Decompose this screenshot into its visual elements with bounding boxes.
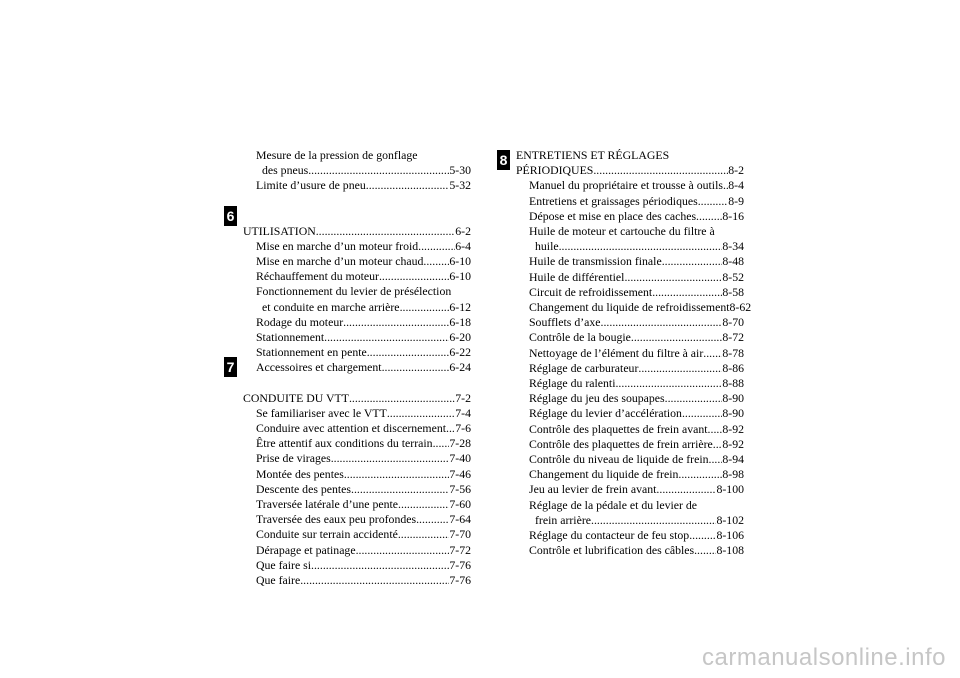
toc-entry[interactable] bbox=[516, 285, 744, 300]
toc-entry[interactable] bbox=[243, 345, 471, 360]
toc-entry[interactable] bbox=[516, 178, 744, 193]
toc-page-number: 7-28 bbox=[449, 436, 471, 451]
toc-entry[interactable] bbox=[516, 543, 744, 558]
toc-page-number: 8-94 bbox=[722, 452, 744, 467]
toc-page-number: 8-92 bbox=[722, 421, 744, 436]
toc-entry[interactable] bbox=[243, 163, 471, 178]
toc-entry[interactable] bbox=[243, 512, 471, 527]
toc-page-number: 8-86 bbox=[722, 360, 744, 375]
toc-entry-label: Descente des pentes bbox=[256, 481, 351, 496]
toc-entry-label: Changement du liquide de frein bbox=[529, 467, 679, 482]
toc-entry[interactable] bbox=[243, 330, 471, 345]
toc-page-number: 8-70 bbox=[722, 315, 744, 330]
toc-entry[interactable] bbox=[243, 573, 471, 588]
toc-page-number: 8-16 bbox=[722, 208, 744, 223]
toc-page-number: 8-78 bbox=[722, 345, 744, 360]
toc-page-number: 8-62 bbox=[729, 300, 752, 315]
toc-entry-label: Réglage du jeu des soupapes bbox=[529, 391, 665, 406]
toc-entry-label: Réglage de la pédale et du levier de bbox=[529, 497, 698, 512]
toc-entry[interactable] bbox=[516, 270, 744, 285]
toc-page-number: 6-10 bbox=[449, 269, 471, 284]
toc-page-number: 7-70 bbox=[449, 527, 471, 542]
toc-entry[interactable] bbox=[516, 513, 744, 528]
toc-entry[interactable] bbox=[516, 315, 744, 330]
toc-entry-label: Dépose et mise en place des caches bbox=[529, 208, 697, 223]
toc-entry[interactable] bbox=[516, 391, 744, 406]
toc-right-column bbox=[516, 148, 752, 558]
toc-entry-label: Conduite sur terrain accidenté bbox=[256, 527, 398, 542]
toc-page-number: 7-40 bbox=[449, 451, 471, 466]
toc-page-number: 8-100 bbox=[716, 482, 744, 497]
toc-page-number: 8-58 bbox=[722, 284, 744, 299]
toc-entry[interactable] bbox=[243, 451, 471, 466]
toc-entry-label: Accessoires et chargement bbox=[256, 360, 382, 375]
toc-entry[interactable] bbox=[516, 194, 744, 209]
toc-entry[interactable] bbox=[243, 315, 471, 330]
toc-entry-label: Contrôle des plaquettes de frein arrière bbox=[529, 436, 713, 451]
toc-entry-label: Rodage du moteur bbox=[256, 314, 344, 329]
toc-entry-label: Stationnement bbox=[256, 330, 325, 345]
toc-page-number: 8-108 bbox=[716, 543, 744, 558]
toc-entry[interactable] bbox=[243, 527, 471, 542]
toc-page-number: 7-56 bbox=[449, 481, 471, 496]
toc-page-number: 5-30 bbox=[449, 163, 471, 178]
toc-entry-label: Manuel du propriétaire et trousse à outils bbox=[529, 178, 723, 193]
toc-entry[interactable] bbox=[516, 239, 744, 254]
toc-entry-label: Montée des pentes bbox=[256, 466, 344, 481]
toc-entry-label: Réglage du levier d’accélération bbox=[529, 406, 682, 421]
toc-entry-label: Limite d’usure de pneu bbox=[256, 178, 366, 193]
toc-entry-label: Que faire si bbox=[256, 557, 312, 572]
toc-entry[interactable] bbox=[243, 178, 471, 193]
toc-entry[interactable] bbox=[516, 209, 744, 224]
toc-page-number: 7-46 bbox=[449, 466, 471, 481]
toc-page-number: 7-64 bbox=[449, 512, 471, 527]
toc-entry-label: Nettoyage de l’élément du filtre à air bbox=[529, 345, 704, 360]
toc-entry[interactable] bbox=[516, 376, 744, 391]
toc-chapter-entretiens[interactable] bbox=[516, 163, 744, 178]
toc-entry-label: huile bbox=[535, 239, 559, 254]
toc-entry-label: Changement du liquide de refroidissement bbox=[529, 300, 730, 315]
chapter-7-tab: 7 bbox=[224, 357, 237, 377]
toc-entry-label: Mise en marche d’un moteur chaud bbox=[256, 254, 424, 269]
toc-page-number: 6-10 bbox=[449, 254, 471, 269]
toc-page-number: 8-72 bbox=[722, 330, 744, 345]
toc-page-number: 8-90 bbox=[722, 391, 744, 406]
toc-page-number: 7-76 bbox=[449, 557, 471, 572]
watermark-text: carmanualsonline.info bbox=[702, 644, 946, 671]
toc-entry-label: Se familiariser avec le VTT bbox=[256, 405, 387, 420]
toc-page-number: 6-12 bbox=[449, 299, 471, 314]
toc-entry[interactable] bbox=[516, 254, 744, 269]
toc-entry-label: Circuit de refroidissement bbox=[529, 284, 653, 299]
chapter-6-tab: 6 bbox=[224, 206, 237, 226]
toc-entry-label: Entretiens et graissages périodiques bbox=[529, 193, 698, 208]
toc-entry-label: Contrôle des plaquettes de frein avant bbox=[529, 421, 708, 436]
toc-entry-label: Réglage de carburateur bbox=[529, 360, 639, 375]
toc-entry[interactable] bbox=[243, 558, 471, 573]
toc-entry-label: Huile de transmission finale bbox=[529, 254, 662, 269]
toc-entry[interactable] bbox=[243, 436, 471, 451]
toc-entry[interactable] bbox=[243, 421, 471, 436]
toc-page-number: 8-48 bbox=[722, 254, 744, 269]
toc-page-number: 7-6 bbox=[455, 421, 471, 436]
toc-entry-label: Réchauffement du moteur bbox=[256, 269, 379, 284]
toc-entry-label: Stationnement en pente bbox=[256, 345, 367, 360]
toc-page-number: 7-2 bbox=[455, 390, 471, 405]
toc-entry-label: des pneus bbox=[262, 163, 309, 178]
toc-page-number: 7-72 bbox=[449, 542, 471, 557]
toc-entry[interactable] bbox=[516, 467, 744, 482]
toc-page-number: 8-92 bbox=[722, 436, 744, 451]
toc-page-number: 6-2 bbox=[455, 223, 471, 238]
toc-entry[interactable] bbox=[516, 422, 744, 437]
toc-entry[interactable] bbox=[243, 239, 471, 254]
toc-entry[interactable] bbox=[243, 269, 471, 284]
toc-entry-label: Dérapage et patinage bbox=[256, 542, 356, 557]
toc-page-number: 7-60 bbox=[449, 497, 471, 512]
toc-entry[interactable] bbox=[516, 406, 744, 421]
toc-entry[interactable] bbox=[516, 300, 752, 315]
toc-entry-label: Traversée des eaux peu profondes bbox=[256, 512, 417, 527]
toc-chapter-title: UTILISATION bbox=[243, 223, 316, 238]
toc-page-number: 5-32 bbox=[449, 178, 471, 193]
toc-entry-label: Contrôle et lubrification des câbles bbox=[529, 543, 695, 558]
toc-page-number: 8-102 bbox=[716, 512, 744, 527]
toc-chapter-title: CONDUITE DU VTT bbox=[243, 390, 349, 405]
toc-entry[interactable] bbox=[243, 254, 471, 269]
toc-page-number: 8-52 bbox=[722, 269, 744, 284]
toc-entry[interactable] bbox=[516, 437, 744, 452]
toc-entry[interactable] bbox=[243, 497, 471, 512]
toc-entry-label: Réglage du contacteur de feu stop bbox=[529, 528, 690, 543]
toc-entry[interactable] bbox=[516, 528, 744, 543]
toc-entry[interactable] bbox=[243, 543, 471, 558]
toc-entry-label: Huile de différentiel bbox=[529, 269, 625, 284]
toc-entry-label: Être attentif aux conditions du terrain bbox=[256, 436, 433, 451]
toc-entry[interactable] bbox=[243, 300, 471, 315]
toc-entry-label: Mesure de la pression de gonflage bbox=[256, 148, 418, 162]
toc-entry[interactable] bbox=[516, 330, 744, 345]
toc-page-number: 8-2 bbox=[728, 163, 744, 178]
toc-entry[interactable] bbox=[243, 467, 471, 482]
toc-entry[interactable] bbox=[516, 452, 744, 467]
toc-entry-label: Fonctionnement du levier de présélection bbox=[256, 284, 452, 299]
toc-left-column bbox=[243, 148, 471, 588]
chapter-8-tab: 8 bbox=[497, 150, 510, 170]
toc-entry-label: Prise de virages bbox=[256, 451, 331, 466]
toc-entry-label: Que faire bbox=[256, 573, 301, 588]
toc-chapter-title: ENTRETIENS ET RÉGLAGES bbox=[516, 148, 670, 162]
toc-chapter-title: PÉRIODIQUES bbox=[516, 163, 594, 178]
toc-page-number: 8-98 bbox=[722, 467, 744, 482]
toc-entry-label: Réglage du ralenti bbox=[529, 376, 616, 391]
toc-page-number: 8-9 bbox=[728, 193, 744, 208]
toc-entry-label: Mise en marche d’un moteur froid bbox=[256, 238, 419, 253]
toc-entry-label: Contrôle du niveau de liquide de frein bbox=[529, 452, 709, 467]
toc-entry[interactable] bbox=[516, 482, 744, 497]
toc-entry[interactable] bbox=[243, 360, 471, 375]
toc-entry-label: Soufflets d’axe bbox=[529, 315, 601, 330]
toc-page-number: 7-76 bbox=[449, 573, 471, 588]
toc-page-number: 6-4 bbox=[455, 238, 471, 253]
toc-page-number: 8-34 bbox=[722, 239, 744, 254]
toc-entry[interactable] bbox=[243, 482, 471, 497]
toc-page-number: 8-106 bbox=[716, 528, 744, 543]
toc-chapter-conduite[interactable] bbox=[243, 391, 471, 406]
toc-page-number: 6-24 bbox=[449, 360, 471, 375]
toc-page-number: 6-20 bbox=[449, 330, 471, 345]
toc-entry-label: Conduire avec attention et discernement bbox=[256, 421, 446, 436]
toc-entry[interactable] bbox=[516, 361, 744, 376]
toc-entry[interactable] bbox=[516, 346, 744, 361]
toc-page-number: 8-90 bbox=[722, 406, 744, 421]
toc-entry-label: Jeu au levier de frein avant bbox=[529, 482, 657, 497]
toc-page-number: 6-22 bbox=[449, 345, 471, 360]
toc-chapter-utilisation[interactable] bbox=[243, 224, 471, 239]
toc-entry[interactable] bbox=[243, 406, 471, 421]
toc-entry-label: Contrôle de la bougie bbox=[529, 330, 631, 345]
toc-page-number: 7-4 bbox=[455, 405, 471, 420]
toc-page-number: 6-18 bbox=[449, 314, 471, 329]
toc-page-number: 8-4 bbox=[728, 178, 744, 193]
toc-page-number: 8-88 bbox=[722, 376, 744, 391]
toc-entry-label: frein arrière bbox=[535, 512, 591, 527]
toc-entry-label: Traversée latérale d’une pente bbox=[256, 497, 399, 512]
toc-entry-label: Huile de moteur et cartouche du filtre à bbox=[529, 224, 715, 239]
toc-entry-label: et conduite en marche arrière bbox=[262, 299, 400, 314]
